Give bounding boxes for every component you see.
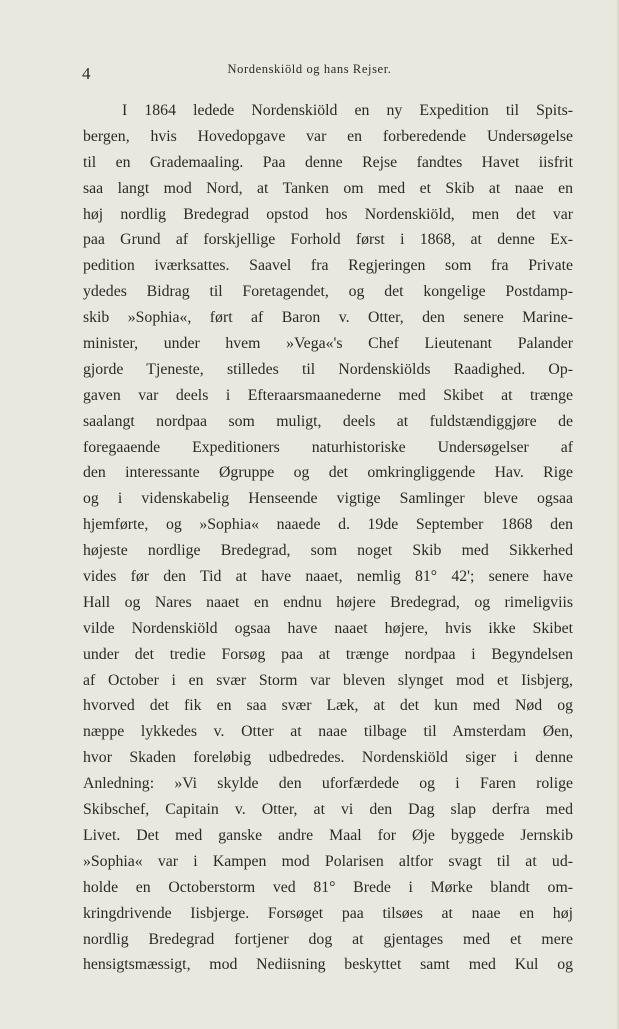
text-line: Skibschef, Capitain v. Otter, at vi den Dag slap derfra med: [83, 801, 573, 819]
text-line: saalangt nordpaa som muligt, deels at fuldstændiggjøre de: [83, 412, 573, 430]
text-line: »Sophia« var i Kampen mod Polarisen altfor svagt til at ud-: [83, 852, 573, 870]
text-line: minister, under hvem »Vega«'s Chef Lieutenant Palander: [83, 335, 573, 353]
text-line: gaven var deels i Efteraarsmaanederne med Skibet at trænge: [83, 386, 573, 404]
text-line: skib »Sophia«, ført af Baron v. Otter, den senere Marine-: [83, 309, 573, 327]
text-line: høj nordlig Bredegrad opstod hos Nordenskiöld, men det var: [83, 205, 573, 223]
text-line: pedition iværksattes. Saavel fra Regjeringen som fra Private: [83, 257, 573, 275]
page-number: 4: [82, 64, 91, 83]
text-line: højeste nordlige Bredegrad, som noget Skib med Sikkerhed: [83, 542, 573, 560]
text-line: vides før den Tid at have naaet, nemlig 81° 42'; senere have: [83, 568, 573, 586]
text-line: hvorved det fik en saa svær Læk, at det kun med Nød og: [83, 697, 573, 715]
text-line: næppe lykkedes v. Otter at naae tilbage til Amsterdam Øen,: [83, 723, 573, 741]
text-line: af October i en svær Storm var bleven slynget mod et Iisbjerg,: [83, 671, 573, 689]
text-line: kringdrivende Iisbjerge. Forsøget paa tilsøes at naae en høj: [83, 904, 573, 922]
text-line: den interessante Øgruppe og det omkringliggende Hav. Rige: [83, 464, 573, 482]
text-line: Livet. Det med ganske andre Maal for Øje byggede Jernskib: [83, 826, 573, 844]
text-line: hensigtsmæssigt, mod Nediisning beskyttet samt med Kul og: [83, 956, 573, 974]
text-line: til en Grademaaling. Paa denne Rejse fandtes Havet iisfrit: [83, 153, 573, 171]
text-line: Anledning: »Vi skylde den uforfærdede og i Faren rolige: [83, 775, 573, 793]
text-line: hvor Skaden foreløbig udbedredes. Nordenskiöld siger i denne: [83, 749, 573, 767]
text-line: gjorde Tjeneste, stilledes til Nordenskiölds Raadighed. Op-: [83, 360, 573, 378]
text-line: paa Grund af forskjellige Forhold først i 1868, at denne Ex-: [83, 231, 573, 249]
running-head: Nordenskiöld og hans Rejser.: [227, 62, 392, 76]
text-line: Hall og Nares naaet en endnu højere Bredegrad, og rimeligviis: [83, 593, 573, 611]
text-line: og i videnskabelig Henseende vigtige Samlinger bleve ogsaa: [83, 490, 573, 508]
text-line: hjemførte, og »Sophia« naaede d. 19de September 1868 den: [83, 516, 573, 534]
text-line: under det tredie Forsøg paa at trænge nordpaa i Begyndelsen: [83, 645, 573, 663]
body-text: [83, 98, 573, 978]
text-line: vilde Nordenskiöld ogsaa have naaet højere, hvis ikke Skibet: [83, 619, 573, 637]
text-line: nordlig Bredegrad fortjener dog at gjentages med et mere: [83, 930, 573, 948]
text-line: bergen, hvis Hovedopgave var en forberedende Undersøgelse: [83, 127, 573, 145]
text-line: saa langt mod Nord, at Tanken om med et Skib at naae en: [83, 179, 573, 197]
text-line: I 1864 ledede Nordenskiöld en ny Expedition til Spits-: [122, 102, 573, 119]
text-line: ydedes Bidrag til Foretagendet, og det kongelige Postdamp-: [83, 283, 573, 301]
text-line: foregaaende Expeditioners naturhistoriske Undersøgelser af: [83, 438, 573, 456]
text-line: holde en Octoberstorm ved 81° Brede i Mørke blandt om-: [83, 878, 573, 896]
